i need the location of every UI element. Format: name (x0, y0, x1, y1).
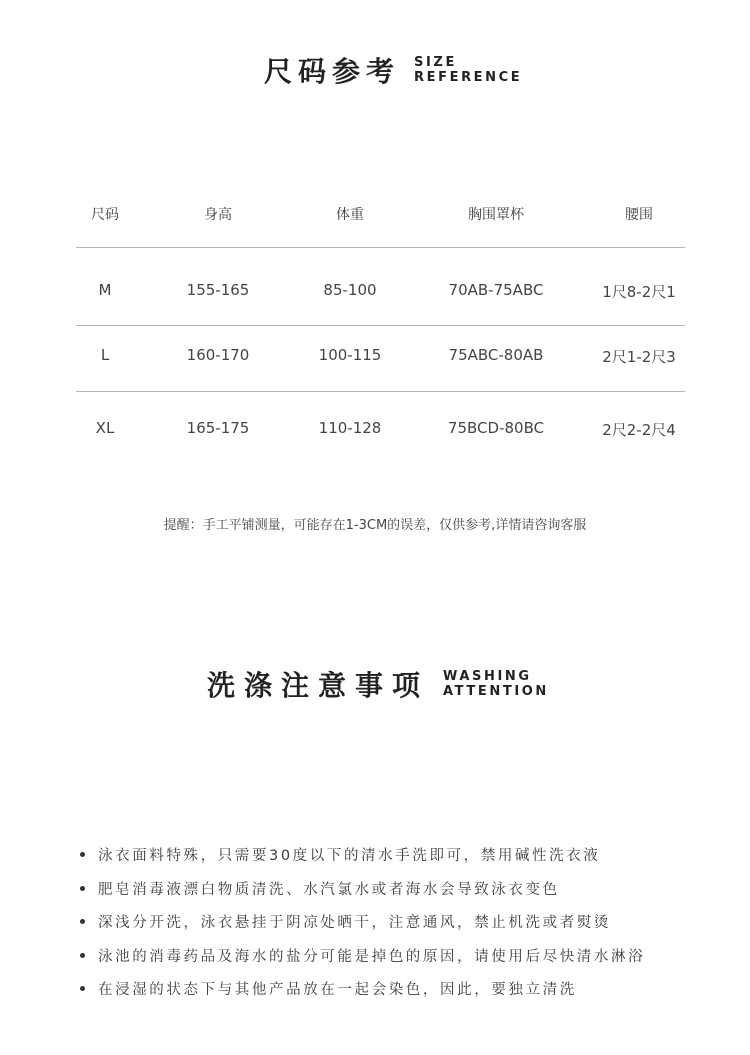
cell-weight: 110-128 (318, 419, 382, 437)
size-reference-title-en-line2: REFERENCE (414, 70, 523, 85)
list-item-text: 深浅分开洗，泳衣悬挂于阴凉处晒干，注意通风，禁止机洗或者熨烫 (98, 915, 611, 932)
cell-size: M (98, 281, 112, 299)
cell-weight: 100-115 (318, 346, 382, 364)
table-row (76, 248, 685, 326)
list-item-text: 泳池的消毒药品及海水的盐分可能是掉色的原因，请使用后尽快清水淋浴 (98, 948, 646, 965)
header-height: 身高 (204, 207, 232, 223)
cell-size: L (100, 346, 110, 364)
cell-waist: 2尺1-2尺3 (602, 348, 676, 366)
cell-weight: 85-100 (323, 281, 377, 299)
header-bust-cup: 胸围罩杯 (468, 207, 524, 223)
cell-bust-cup: 70AB-75ABC (448, 281, 544, 299)
cell-height: 155-165 (186, 281, 250, 299)
cell-height: 160-170 (186, 346, 250, 364)
header-waist: 腰围 (625, 207, 653, 223)
cell-waist: 1尺8-2尺1 (602, 283, 676, 301)
bullet-icon (80, 953, 85, 958)
cell-height: 165-175 (186, 419, 250, 437)
cell-bust-cup: 75ABC-80AB (448, 346, 544, 364)
list-item (80, 872, 645, 906)
list-item-text: 泳衣面料特殊，只需要30度以下的清水手洗即可，禁用碱性洗衣液 (98, 848, 601, 865)
bullet-icon (80, 886, 85, 891)
list-item (80, 972, 645, 1006)
cell-bust-cup: 75BCD-80BC (447, 419, 545, 437)
list-item (80, 838, 645, 872)
bullet-icon (80, 986, 85, 991)
size-table (76, 196, 685, 458)
header-weight: 体重 (336, 207, 364, 223)
washing-attention-title-en-line1: WASHING (443, 669, 532, 684)
washing-attention-heading (207, 664, 549, 704)
size-table-header (76, 196, 685, 248)
list-item (80, 939, 645, 973)
bullet-icon (80, 919, 85, 924)
list-item-text: 在浸湿的状态下与其他产品放在一起会染色，因此，要独立清洗 (98, 982, 577, 999)
bullet-icon (80, 852, 85, 857)
list-item-text: 肥皂消毒液漂白物质清洗、水汽氯水或者海水会导致泳衣变色 (98, 881, 560, 898)
list-item (80, 905, 645, 939)
washing-attention-title-cn: 洗涤注意事项 (207, 669, 430, 702)
washing-attention-title-en-line2: ATTENTION (443, 684, 549, 699)
table-row (76, 326, 685, 392)
washing-instructions-list (80, 838, 645, 1006)
size-reference-title-en-line1: SIZE (414, 55, 457, 70)
cell-size: XL (95, 419, 115, 437)
size-reference-title-cn: 尺码参考 (264, 55, 401, 88)
size-reference-title-en (414, 55, 522, 85)
washing-attention-title-en (443, 669, 549, 699)
measurement-note: 提醒：手工平铺测量，可能存在1-3CM的误差，仅供参考,详情请咨询客服 (163, 518, 587, 533)
header-size: 尺码 (91, 207, 119, 223)
size-reference-heading (264, 50, 522, 90)
cell-waist: 2尺2-2尺4 (602, 421, 676, 439)
table-row (76, 392, 685, 458)
